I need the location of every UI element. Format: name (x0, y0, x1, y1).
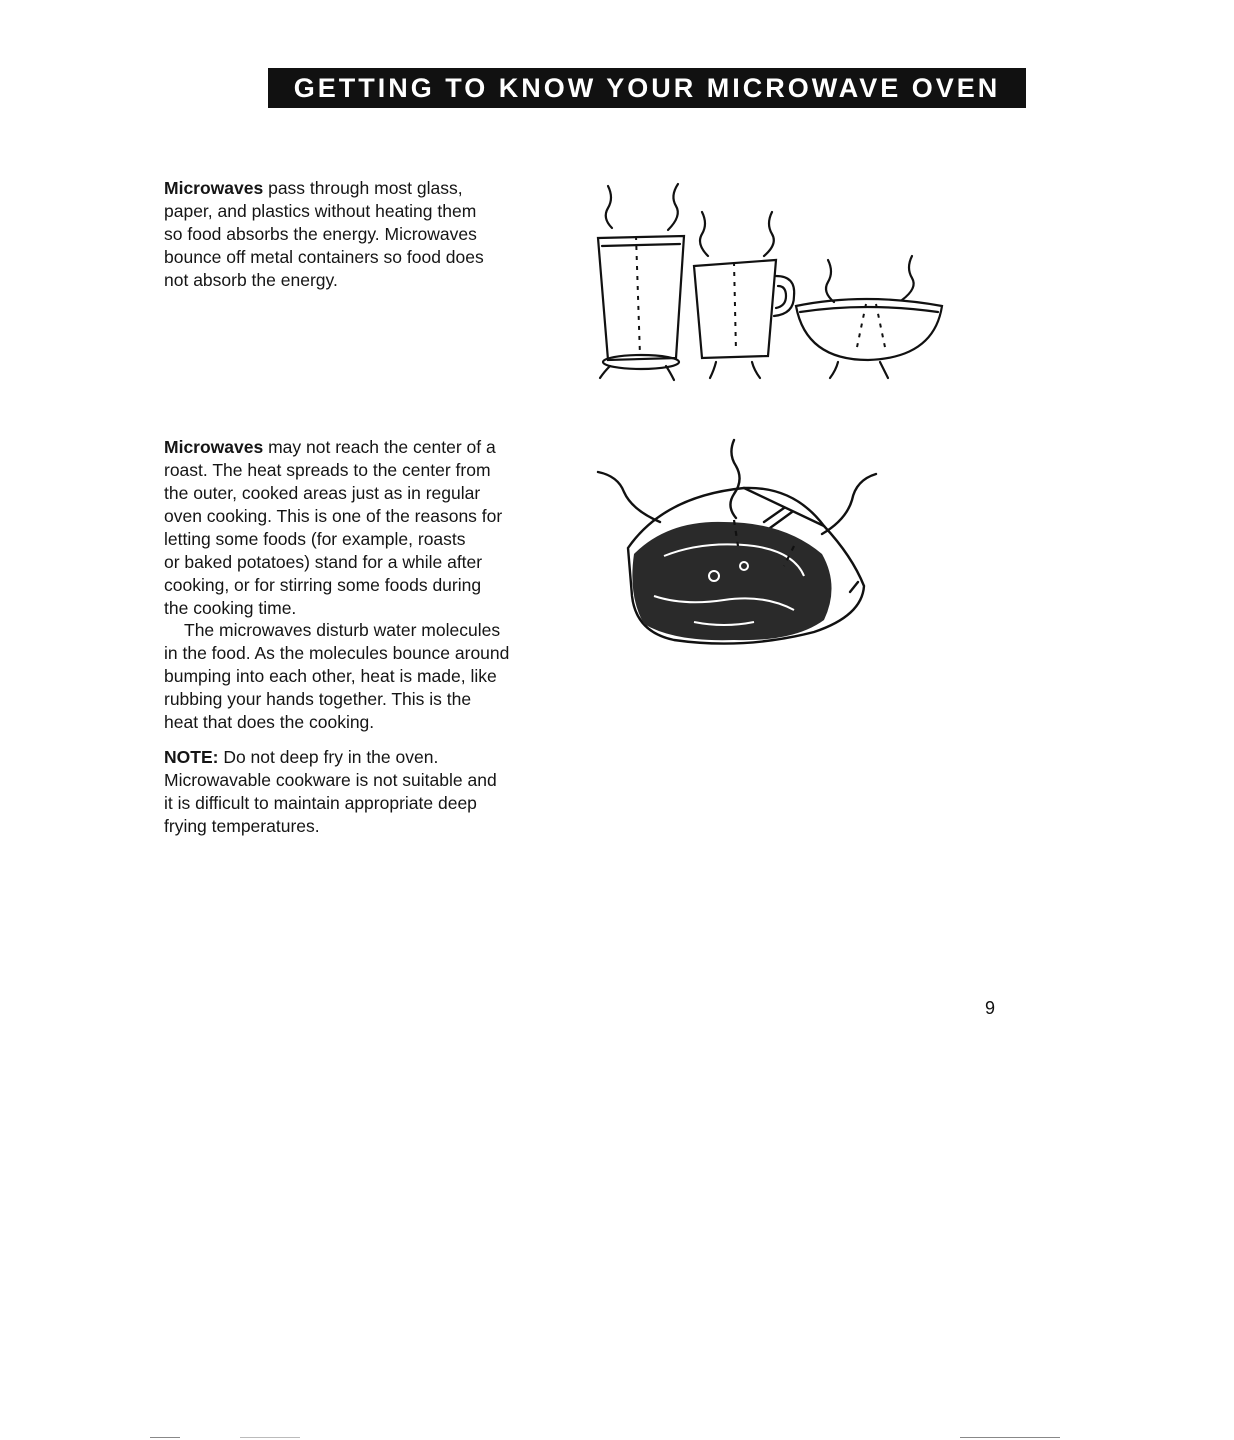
paragraph-microwaves-center-of-roast: Microwaves may not reach the center of a roast. The heat spreads to the center from the outer, cooked areas just as in regular oven cooking. This is one of the reasons for letting some foods (for example, roasts or baked potatoes) stand for a while after cooking, or for stirring some foods during the cooking time. (164, 437, 503, 618)
containers-microwaves-illustration (590, 176, 950, 392)
footer-rule-middle (240, 1437, 300, 1438)
bold-lead: Microwaves (164, 178, 264, 198)
paragraph-microwaves-pass-through: Microwaves pass through most glass, paper, and plastics without heating them so food absorbs the energy. Microwaves bounce off metal containers so food does not absorb the energy. (164, 178, 484, 290)
page-header-title: GETTING TO KNOW YOUR MICROWAVE OVEN (268, 68, 1026, 108)
page-number: 9 (985, 998, 996, 1018)
footer-rule-left (150, 1437, 180, 1438)
paragraph-note-deep-fry: NOTE: Do not deep fry in the oven. Microwavable cookware is not suitable and it is difficult to maintain appropriate deep frying temperatures. (164, 747, 497, 836)
footer-rule-right (960, 1437, 1060, 1438)
paragraph-water-molecules: The microwaves disturb water molecules in the food. As the molecules bounce around bumping into each other, heat is made, like rubbing your hands together. This is the heat that does the cooking. (164, 620, 510, 732)
roast-microwaves-illustration (594, 436, 880, 656)
bold-lead: Microwaves (164, 437, 264, 457)
note-label: NOTE: (164, 747, 219, 767)
